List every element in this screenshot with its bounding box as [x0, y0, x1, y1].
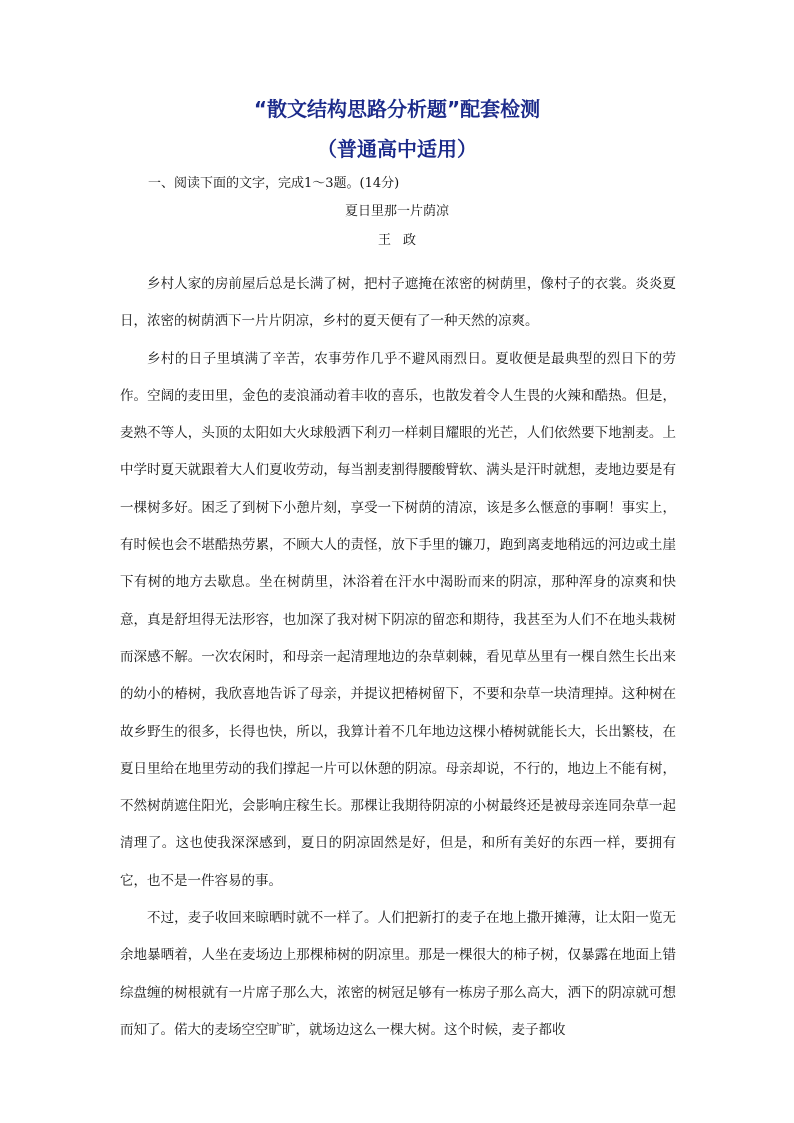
essay-author: 王政 — [377, 233, 428, 248]
document-title: “散文结构思路分析题”配套检测 — [253, 97, 541, 121]
question-instruction: 一、阅读下面的文字，完成1～3题。(14分) — [148, 176, 400, 191]
essay-title: 夏日里那一片荫凉 — [344, 204, 449, 219]
essay-paragraph: 乡村人家的房前屋后总是长满了树，把村子遮掩在浓密的树荫里，像村子的衣裳。炎炎夏日，浓密的树荫洒下一片片阴凉，乡村的夏天便有了一种天然的凉爽。 — [120, 276, 676, 330]
essay-body — [120, 266, 676, 1049]
document-subtitle: （普通高中适用） — [317, 137, 477, 161]
essay-paragraph: 不过，麦子收回来晾晒时就不一样了。人们把新打的麦子在地上撒开摊薄，让太阳一览无余地暴晒着，人坐在麦场边上那棵柿树的阴凉里。那是一棵很大的柿子树，仅暴露在地面上错综盘缠的树根就有一片席子那么大，浓密的树冠足够有一栋房子那么高大，洒下的阴凉就可想而知了。偌大的麦场空空旷旷，就场边这么一棵大树。这个时候，麦子都收 — [120, 910, 676, 1038]
essay-paragraph: 乡村的日子里填满了辛苦，农事劳作几乎不避风雨烈日。夏收便是最典型的烈日下的劳作。空阔的麦田里，金色的麦浪涌动着丰收的喜乐，也散发着令人生畏的火辣和酷热。但是，麦熟不等人，头顶的太阳如大火球般洒下利刃一样刺目耀眼的光芒，人们依然要下地割麦。上中学时夏天就跟着大人们夏收劳动，每当割麦割得腰酸臂软、满头是汗时就想，麦地边要是有一棵树多好。困乏了到树下小憩片刻，享受一下树荫的清凉，该是多么惬意的事啊！事实上，有时候也会不堪酷热劳累，不顾大人的责怪，放下手里的镰刀，跑到离麦地稍远的河边或土崖下有树的地方去歇息。坐在树荫里，沐浴着在汗水中渴盼而来的阴凉，那种浑身的凉爽和快意，真是舒坦得无法形容，也加深了我对树下阴凉的留恋和期待，我甚至为人们不在地头栽树而深感不解。一次农闲时，和母亲一起清理地边的杂草刺棘，看见草丛里有一棵自然生长出来的幼小的椿树，我欣喜地告诉了母亲，并提议把椿树留下，不要和杂草一块清理掉。这种树在故乡野生的很多，长得也快，所以，我算计着不几年地边这棵小椿树就能长大，长出繁枝，在夏日里给在地里劳动的我们撑起一片可以休憩的阴凉。母亲却说，不行的，地边上不能有树，不然树荫遮住阳光，会影响庄稼生长。那棵让我期待阴凉的小树最终还是被母亲连同杂草一起清理了。这也使我深深感到，夏日的阴凉固然是好，但是，和所有美好的东西一样，要拥有它，也不是一件容易的事。 — [120, 350, 676, 889]
